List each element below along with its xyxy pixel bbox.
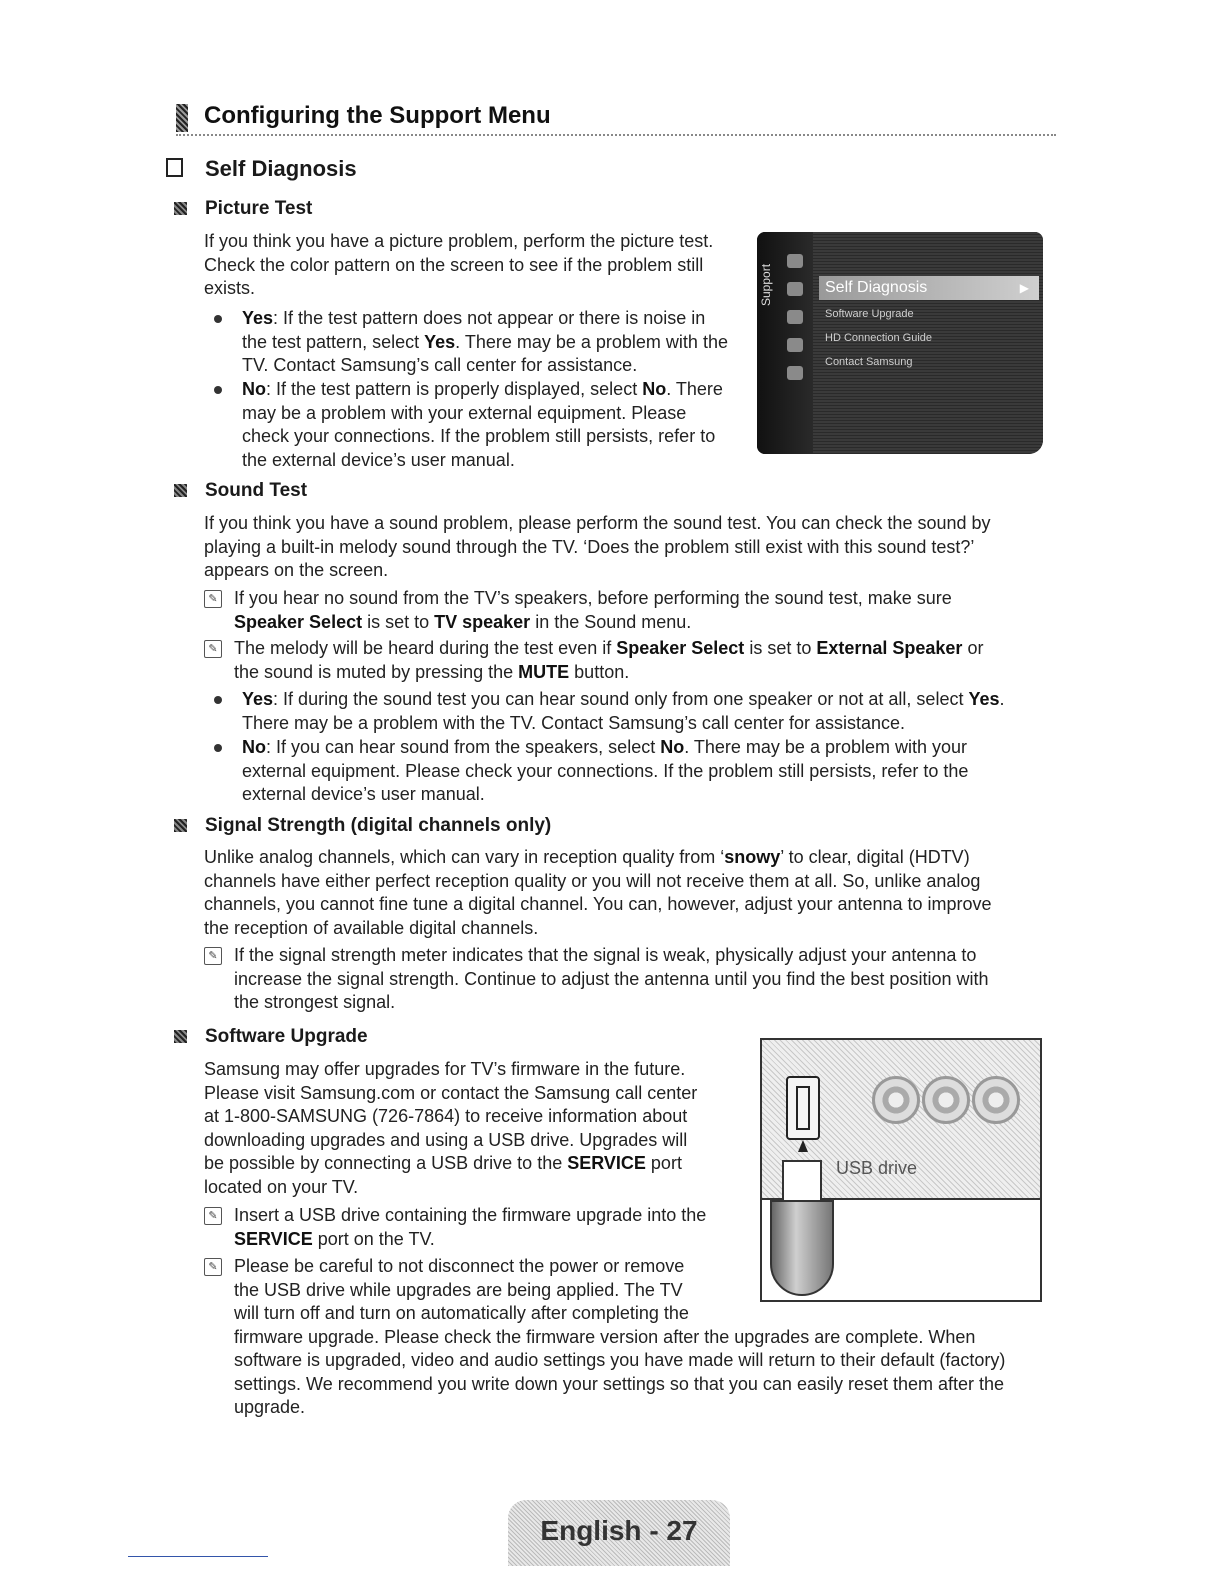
- text-run: Unlike analog channels, which can vary in reception quality from ‘: [204, 847, 725, 867]
- menu-item: Software Upgrade: [825, 308, 914, 320]
- yes-label: Yes: [242, 308, 274, 328]
- signal-strength-intro: [204, 846, 1054, 940]
- square-bullet-icon: [174, 202, 187, 215]
- jack-icon: [872, 1076, 920, 1124]
- page-footer: English - 27: [508, 1500, 730, 1566]
- text-line: settings. We recommend you write down your settings so that you can easily reset them after the: [234, 1373, 1005, 1394]
- bold-term: SERVICE: [567, 1153, 646, 1173]
- software-upgrade-intro: [204, 1058, 744, 1199]
- text-run: is set to: [744, 638, 817, 658]
- text-line: may be a problem with your external equipment. Please: [242, 402, 687, 423]
- text-line: the strongest signal.: [234, 992, 396, 1012]
- channel-icon: [787, 338, 803, 352]
- menu-item: HD Connection Guide: [825, 332, 933, 344]
- bold-term: snowy: [724, 847, 781, 867]
- bold-term: SERVICE: [234, 1228, 313, 1249]
- text-line: firmware upgrade. Please check the firmware version after the upgrades are complete. When: [234, 1326, 976, 1347]
- text-line: upgrade.: [234, 1397, 306, 1417]
- note-icon: ✎: [204, 590, 222, 608]
- usb-drive-icon: [770, 1200, 834, 1296]
- up-arrow-icon: [798, 1140, 808, 1152]
- signal-strength-note: [204, 944, 1064, 1015]
- text-line: TV. Contact Samsung’s call center for assistance.: [242, 355, 638, 375]
- text-line: Please be careful to not disconnect the power or remove: [234, 1256, 685, 1276]
- yes-label: Yes: [242, 689, 274, 709]
- text-line: playing a built-in melody sound through the TV. ‘Does the problem still exist with this sound test?’: [204, 536, 975, 557]
- sound-test-heading: [174, 480, 307, 502]
- text-line: Check the color pattern on the screen to see if the problem still: [204, 254, 704, 275]
- text-line: appears on the screen.: [204, 560, 389, 580]
- text-line: located on your TV.: [204, 1176, 359, 1197]
- yes-label: Yes: [424, 331, 456, 352]
- sub-title-text: Self Diagnosis: [205, 156, 357, 181]
- menu-vertical-label: Support: [759, 263, 773, 306]
- note-icon: ✎: [204, 640, 222, 658]
- text-line: external equipment. Please check your connections. If the problem still persists, refer to the: [242, 760, 969, 781]
- sub-title: [166, 156, 357, 182]
- text-line: at 1-800-SAMSUNG (726-7864) to receive information about: [204, 1106, 688, 1126]
- menu-selected-item: [819, 276, 1039, 300]
- sound-test-yes: [204, 688, 1092, 735]
- text-line: channels have either perfect reception quality or you will not receive them at all. So, unlike analog: [204, 870, 981, 891]
- section-bar-icon: [176, 104, 188, 132]
- text-line: If you think you have a picture problem, perform the picture test.: [204, 231, 714, 251]
- text-run: port: [645, 1153, 682, 1173]
- signal-strength-heading: [174, 815, 551, 837]
- tv-support-menu-screenshot: [757, 232, 1043, 454]
- bold-term: MUTE: [518, 661, 570, 682]
- text-run: the test pattern, select: [242, 331, 425, 352]
- picture-test-intro: [204, 230, 749, 301]
- picture-test-heading-text: Picture Test: [205, 198, 313, 219]
- note-icon: ✎: [204, 1258, 222, 1276]
- text-run: . There may be a problem with the: [455, 331, 728, 352]
- bold-term: External Speaker: [816, 638, 963, 658]
- checkbox-icon: [166, 158, 183, 177]
- section-title: [176, 100, 1056, 136]
- text-line: Insert a USB drive containing the firmware upgrade into the: [234, 1205, 707, 1225]
- software-upgrade-heading-text: Software Upgrade: [205, 1026, 368, 1047]
- right-arrow-icon: ▶: [1019, 281, 1029, 295]
- picture-test-heading: [174, 198, 312, 220]
- sound-test-no: [204, 736, 1092, 807]
- service-port-icon: [786, 1076, 820, 1140]
- no-label: No: [242, 379, 266, 399]
- input-icon: [787, 366, 803, 380]
- picture-test-no: [204, 378, 762, 472]
- usb-drive-diagram: [760, 1038, 1042, 1302]
- text-line: the USB drive while upgrades are being applied. The TV: [234, 1279, 683, 1300]
- text-run: ’ to clear, digital (HDTV): [780, 847, 970, 867]
- text-run: : If the test pattern does not appear or there is noise in: [273, 308, 706, 328]
- usb-plug-icon: [782, 1160, 822, 1204]
- text-line: If the signal strength meter indicates that the signal is weak, physically adjust your antenna to: [234, 945, 977, 965]
- text-run: . There may be a problem with your: [684, 737, 968, 757]
- square-bullet-icon: [174, 1030, 187, 1043]
- text-run: be possible by connecting a USB drive to the: [204, 1153, 568, 1173]
- text-line: downloading upgrades and using a USB drive. Upgrades will: [204, 1129, 688, 1150]
- section-title-text: Configuring the Support Menu: [204, 102, 551, 129]
- text-run: The melody will be heard during the test even if: [234, 638, 617, 658]
- bold-term: Speaker Select: [234, 611, 363, 632]
- sound-icon: [787, 310, 803, 324]
- footer-line: [128, 1556, 268, 1557]
- software-upgrade-heading: [174, 1026, 368, 1048]
- text-run: . There: [666, 379, 723, 399]
- picture-icon: [787, 254, 803, 268]
- sound-test-heading-text: Sound Test: [205, 480, 308, 501]
- text-line: the reception of available digital channels.: [204, 917, 539, 938]
- sound-test-intro: [204, 512, 1054, 583]
- setup-icon: [787, 282, 803, 296]
- sound-test-note-2: [204, 637, 1064, 684]
- square-bullet-icon: [174, 819, 187, 832]
- yes-label: Yes: [968, 689, 1000, 709]
- note-icon: ✎: [204, 947, 222, 965]
- picture-test-yes: [204, 307, 762, 378]
- text-run: button.: [569, 661, 630, 682]
- text-line: channels, you cannot fine tune a digital channel. You can, however, adjust your antenna to improve: [204, 894, 992, 914]
- text-run: or: [962, 638, 984, 658]
- text-run: is set to: [362, 611, 435, 632]
- text-line: exists.: [204, 278, 256, 298]
- text-run: : If the test pattern is properly displayed, select: [266, 379, 643, 399]
- text-line: Samsung may offer upgrades for TV’s firmware in the future.: [204, 1059, 686, 1079]
- text-line: increase the signal strength. Continue to adjust the antenna until you find the best position with: [234, 968, 989, 989]
- no-label: No: [642, 379, 667, 399]
- menu-selected-label: Self Diagnosis: [825, 279, 928, 296]
- text-run: : If during the sound test you can hear sound only from one speaker or not at all, select: [273, 689, 969, 709]
- bold-term: TV speaker: [434, 611, 531, 632]
- text-run: .: [999, 689, 1005, 709]
- text-line: the external device’s user manual.: [242, 449, 515, 470]
- text-line: If you hear no sound from the TV’s speakers, before performing the sound test, make sure: [234, 588, 952, 608]
- text-run: the sound is muted by pressing the: [234, 661, 519, 682]
- no-label: No: [660, 737, 685, 757]
- text-line: software is upgraded, video and audio settings you have made will return to their default (factory): [234, 1350, 1006, 1370]
- text-run: port on the TV.: [312, 1228, 435, 1249]
- usb-drive-label: USB drive: [836, 1158, 918, 1178]
- note-icon: ✎: [204, 1207, 222, 1225]
- bold-term: Speaker Select: [616, 638, 745, 658]
- sound-test-note-1: [204, 587, 1064, 634]
- square-bullet-icon: [174, 484, 187, 497]
- text-line: external device’s user manual.: [242, 784, 485, 804]
- text-line: will turn off and turn on automatically after completing the: [234, 1303, 689, 1323]
- text-run: in the Sound menu.: [530, 611, 692, 632]
- jack-icon: [922, 1076, 970, 1124]
- text-line: Please visit Samsung.com or contact the Samsung call center: [204, 1082, 698, 1103]
- text-run: : If you can hear sound from the speakers, select: [266, 737, 661, 757]
- text-line: If you think you have a sound problem, please perform the sound test. You can check the sound by: [204, 513, 991, 533]
- no-label: No: [242, 737, 266, 757]
- text-line: There may be a problem with the TV. Contact Samsung’s call center for assistance.: [242, 712, 905, 733]
- signal-strength-heading-text: Signal Strength (digital channels only): [205, 815, 552, 836]
- jack-icon: [972, 1076, 1020, 1124]
- menu-item: Contact Samsung: [825, 356, 913, 368]
- text-line: check your connections. If the problem still persists, refer to: [242, 426, 716, 446]
- software-upgrade-note-1: [204, 1204, 774, 1251]
